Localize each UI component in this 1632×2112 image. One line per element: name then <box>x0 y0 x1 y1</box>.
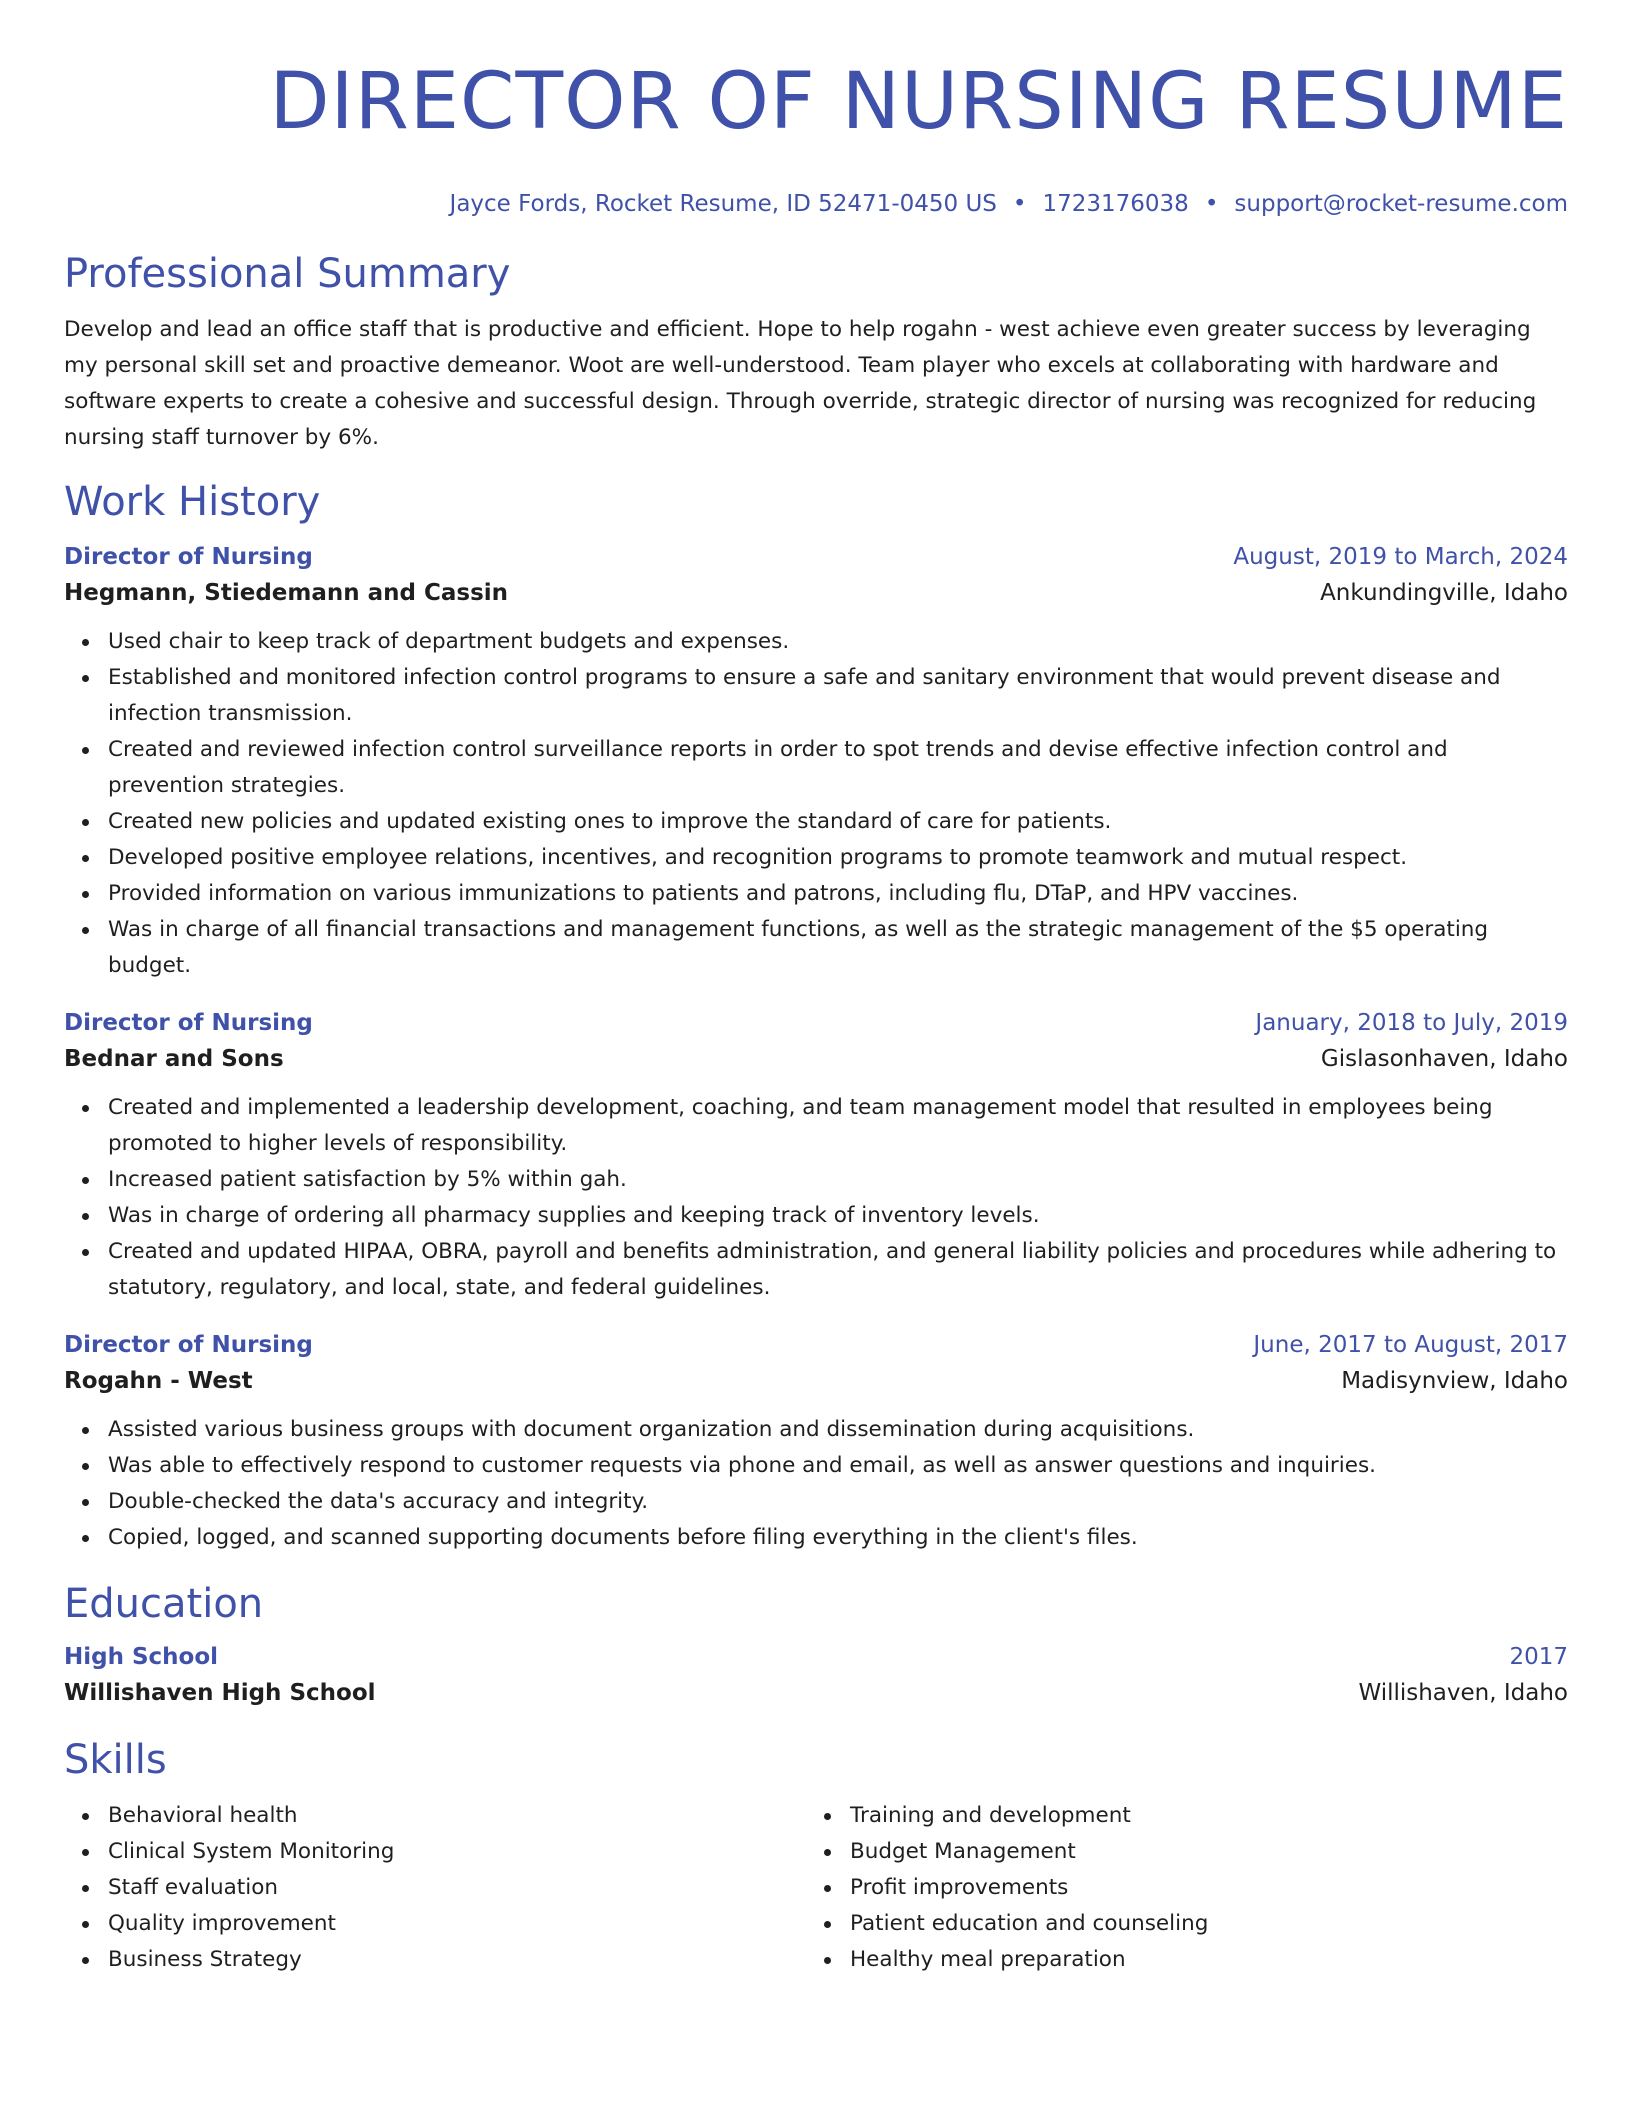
job-company: Bednar and Sons <box>64 1046 284 1072</box>
skill-item: Clinical System Monitoring <box>108 1834 806 1870</box>
skill-item: Healthy meal preparation <box>850 1942 1548 1978</box>
skill-item: Business Strategy <box>108 1942 806 1978</box>
job-bullet: Double-checked the data's accuracy and integrity. <box>108 1484 1568 1520</box>
jobs-list <box>64 540 1568 1556</box>
job-bullet: Was in charge of ordering all pharmacy supplies and keeping track of inventory levels. <box>108 1198 1568 1234</box>
contact-separator: • <box>1204 191 1219 217</box>
job-dates: June, 2017 to August, 2017 <box>1253 1332 1568 1358</box>
contact-address: Jayce Fords, Rocket Resume, ID 52471-0450 US <box>449 191 997 217</box>
contact-email: support@rocket-resume.com <box>1234 191 1568 217</box>
education-year: 2017 <box>1509 1644 1568 1670</box>
job-bullet: Provided information on various immunizations to patients and patrons, including flu, DTaP, and HPV vaccines. <box>108 876 1568 912</box>
job-entry <box>64 540 1568 984</box>
job-title: Director of Nursing <box>64 1332 313 1358</box>
job-bullet: Created new policies and updated existing ones to improve the standard of care for patients. <box>108 804 1568 840</box>
education-entry <box>64 1640 1568 1712</box>
work-history-section <box>64 476 1568 1556</box>
skill-item: Staff evaluation <box>108 1870 806 1906</box>
job-bullet: Assisted various business groups with document organization and dissemination during acquisitions. <box>108 1412 1568 1448</box>
skills-column-right <box>806 1798 1548 1978</box>
education-heading: Education <box>64 1581 264 1627</box>
job-location: Madisynview, Idaho <box>1341 1368 1568 1394</box>
job-bullet: Established and monitored infection control programs to ensure a safe and sanitary environment that would prevent disease and infection transmission. <box>108 660 1568 732</box>
summary-heading: Professional Summary <box>64 251 511 297</box>
job-bullets <box>64 1412 1568 1556</box>
job-company: Rogahn - West <box>64 1368 253 1394</box>
job-bullet: Was able to effectively respond to customer requests via phone and email, as well as answer questions and inquiries. <box>108 1448 1568 1484</box>
job-title: Director of Nursing <box>64 544 313 570</box>
summary-section <box>64 248 1568 456</box>
job-dates: August, 2019 to March, 2024 <box>1233 544 1568 570</box>
education-location: Willishaven, Idaho <box>1358 1680 1568 1706</box>
education-degree: High School <box>64 1644 219 1670</box>
job-bullet: Was in charge of all financial transactions and management functions, as well as the strategic management of the $5 operating budget. <box>108 912 1568 984</box>
job-entry <box>64 1328 1568 1556</box>
job-bullet: Used chair to keep track of department budgets and expenses. <box>108 624 1568 660</box>
job-location: Gislasonhaven, Idaho <box>1320 1046 1568 1072</box>
job-bullet: Created and updated HIPAA, OBRA, payroll and benefits administration, and general liability policies and procedures while adhering to statutory, regulatory, and local, state, and federal guidelines. <box>108 1234 1568 1306</box>
skills-column-left <box>64 1798 806 1978</box>
contact-separator: • <box>1012 191 1027 217</box>
skill-item: Budget Management <box>850 1834 1548 1870</box>
education-section <box>64 1578 1568 1712</box>
job-bullet: Created and implemented a leadership development, coaching, and team management model that resulted in employees being promoted to higher levels of responsibility. <box>108 1090 1568 1162</box>
job-bullet: Increased patient satisfaction by 5% within gah. <box>108 1162 1568 1198</box>
skills-list-left <box>64 1798 806 1978</box>
job-bullet: Copied, logged, and scanned supporting documents before filing everything in the client's files. <box>108 1520 1568 1556</box>
contact-phone: 1723176038 <box>1042 191 1189 217</box>
contact-line <box>64 188 1568 220</box>
job-bullets <box>64 1090 1568 1306</box>
job-company: Hegmann, Stiedemann and Cassin <box>64 580 509 606</box>
work-history-heading: Work History <box>64 479 321 525</box>
skill-item: Patient education and counseling <box>850 1906 1548 1942</box>
resume-title: DIRECTOR OF NURSING RESUME <box>269 57 1568 147</box>
job-bullet: Created and reviewed infection control surveillance reports in order to spot trends and devise effective infection control and prevention strategies. <box>108 732 1568 804</box>
skills-heading: Skills <box>64 1737 167 1783</box>
skill-item: Behavioral health <box>108 1798 806 1834</box>
job-title: Director of Nursing <box>64 1010 313 1036</box>
job-bullet: Developed positive employee relations, incentives, and recognition programs to promote teamwork and mutual respect. <box>108 840 1568 876</box>
job-dates: January, 2018 to July, 2019 <box>1255 1010 1568 1036</box>
skill-item: Profit improvements <box>850 1870 1548 1906</box>
skills-section <box>64 1734 1568 1978</box>
education-school: Willishaven High School <box>64 1680 376 1706</box>
skill-item: Training and development <box>850 1798 1548 1834</box>
job-bullets <box>64 624 1568 984</box>
skill-item: Quality improvement <box>108 1906 806 1942</box>
job-location: Ankundingville, Idaho <box>1320 580 1568 606</box>
skills-list-right <box>806 1798 1548 1978</box>
summary-text: Develop and lead an office staff that is productive and efficient. Hope to help rogahn - west achieve even greater success by leveraging my personal skill set and proactive demeanor. Woot are well-understood. Team player who excels at collaborating with hardware and software experts to create a cohesive and successful design. Through override, strategic director of nursing was recognized for reducing nursing staff turnover by 6%. <box>64 317 1537 450</box>
skills-grid <box>64 1798 1568 1978</box>
job-entry <box>64 1006 1568 1306</box>
